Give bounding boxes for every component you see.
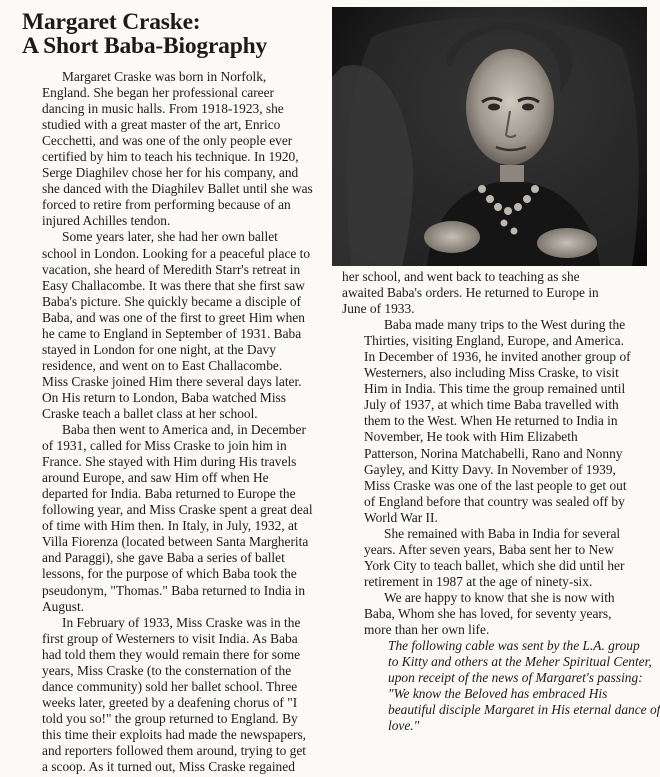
right-paragraph-4 xyxy=(342,590,646,638)
title-line-2: A Short Baba-Biography xyxy=(22,33,268,59)
text-line: following year, and Miss Craske spent a great deal xyxy=(42,502,313,518)
text-line: Gayley, and Kitty Davy. In November of 1939, xyxy=(364,461,616,477)
text-line: Thirties, visiting England, Europe, and America. xyxy=(364,333,624,349)
text-line: residence, and went on to East Challacombe. xyxy=(42,357,283,373)
article-title xyxy=(22,10,322,58)
text-line: August. xyxy=(42,598,85,614)
text-line: Easy Challacombe. It was there that she first saw xyxy=(42,277,305,293)
text-line: On His return to London, Baba watched Miss xyxy=(42,389,286,405)
text-line: July of 1937, at which time Baba travelled with xyxy=(364,397,619,413)
text-line: Craske teach a ballet class at her school. xyxy=(42,405,258,421)
left-column xyxy=(20,69,320,775)
text-line: stayed in London for one night, at the Davy xyxy=(42,341,276,357)
text-line: a scoop. As it turned out, Miss Craske regained xyxy=(42,759,295,775)
text-line: pseudonym, "Thomas." Baba returned to India in xyxy=(42,582,306,598)
portrait-photo-image xyxy=(332,7,647,266)
text-line: "We know the Beloved has embraced His xyxy=(388,686,608,702)
text-line: lessons, for the purpose of which Baba took the xyxy=(42,566,297,582)
left-paragraph-2 xyxy=(20,229,320,422)
text-line: Baba, and was one of the first to greet Him when xyxy=(42,309,305,325)
text-line: Some years later, she had her own ballet xyxy=(62,229,278,245)
text-line: Miss Craske joined Him there several days later. xyxy=(42,373,302,389)
text-line: studied with a great master of the art, Enrico xyxy=(42,117,281,133)
text-line: November, He took with Him Elizabeth xyxy=(364,429,578,445)
text-line: Baba's picture. She quickly became a disciple of xyxy=(42,293,301,309)
text-line: Baba then went to America and, in December xyxy=(62,422,306,438)
memorial-cable xyxy=(342,638,660,734)
right-paragraph-2 xyxy=(342,317,646,526)
text-line: of England before that country was sealed off by xyxy=(364,493,625,509)
text-line: Miss Craske was one of the last people to get out xyxy=(364,477,627,493)
text-line: upon receipt of the news of Margaret's passing: xyxy=(388,670,643,686)
text-line: had told them they would remain there for some xyxy=(42,646,301,662)
text-line: of 1931, called for Miss Craske to join him in xyxy=(42,438,287,454)
left-paragraph-1 xyxy=(20,69,320,229)
title-line-1: Margaret Craske: xyxy=(22,9,201,35)
text-line: York City to teach ballet, which she did until her xyxy=(364,557,625,573)
text-line: dance community) sold her ballet school. Three xyxy=(42,678,298,694)
text-line: In December of 1936, he invited another group of xyxy=(364,349,631,365)
text-line: years. After seven years, Baba sent her to New xyxy=(364,541,614,557)
text-line: them to the West. When He returned to India in xyxy=(364,413,618,429)
text-line: Baba, Whom she has loved, for seventy years, xyxy=(364,605,612,621)
text-line: In February of 1933, Miss Craske was in the xyxy=(62,614,301,630)
text-line: We are happy to know that she is now with xyxy=(384,589,615,605)
text-line: of time with Him then. In Italy, in July, 1932, at xyxy=(42,518,298,534)
text-line: She remained with Baba in India for several xyxy=(384,525,621,541)
text-line: school in London. Looking for a peaceful place to xyxy=(42,245,311,261)
text-line: retirement in 1987 at the age of ninety-six. xyxy=(364,573,593,589)
text-line: World War II. xyxy=(364,509,438,525)
left-paragraph-4 xyxy=(20,615,320,775)
text-line: Him in India. This time the group remained until xyxy=(364,381,626,397)
text-line: England. She began her professional career xyxy=(42,85,275,101)
left-paragraph-3 xyxy=(20,422,320,615)
text-line: her school, and went back to teaching as she xyxy=(342,269,580,284)
text-line: Villa Fiorenza (located between Santa Margherita xyxy=(42,534,309,550)
text-line: to Kitty and others at the Meher Spiritual Center, xyxy=(388,654,652,670)
text-line: vacation, she heard of Meredith Starr's retreat in xyxy=(42,261,301,277)
text-line: Serge Diaghilev chose her for his company, and xyxy=(42,165,299,181)
text-line: this time their exploits had made the newspapers, xyxy=(42,726,307,742)
text-line: injured Achilles tendon. xyxy=(42,213,171,229)
text-line: Westerners, also including Miss Craske, to visit xyxy=(364,365,619,381)
text-line: weeks later, greeted by a deafening chorus of "I xyxy=(42,694,298,710)
portrait-photo xyxy=(332,7,647,266)
right-paragraph-1 xyxy=(342,269,646,317)
text-line: dancing in music halls. From 1918-1923, she xyxy=(42,101,284,117)
text-line: around Europe, and saw Him off when He xyxy=(42,470,269,486)
text-line: first group of Westerners to visit India. As Baba xyxy=(42,630,298,646)
text-line: Margaret Craske was born in Norfolk, xyxy=(62,69,267,84)
text-line: more than her own life. xyxy=(364,622,490,638)
text-line: love." xyxy=(388,718,420,734)
text-line: she danced with the Diaghilev Ballet until she was xyxy=(42,181,313,197)
text-line: he came to England in September of 1931. Baba xyxy=(42,325,302,341)
text-line: departed for India. Baba returned to Europe the xyxy=(42,486,296,502)
right-paragraph-3 xyxy=(342,526,646,590)
text-line: years, Miss Craske (to the consternation of the xyxy=(42,662,292,678)
text-line: Baba made many trips to the West during the xyxy=(384,317,626,333)
right-column xyxy=(342,269,660,734)
text-line: Cecchetti, and was one of the only people ever xyxy=(42,133,293,149)
text-line: certified by him to teach his technique. In 1920, xyxy=(42,149,299,165)
text-line: June of 1933. xyxy=(342,301,415,317)
text-line: forced to retire from performing because of an xyxy=(42,197,291,213)
text-line: and reporters followed them around, trying to get xyxy=(42,742,307,758)
text-line: and Paraggi), she gave Baba a series of ballet xyxy=(42,550,285,566)
text-line: told you so!" the group returned to England. By xyxy=(42,710,298,726)
text-line: beautiful disciple Margaret in His eternal dance of xyxy=(388,702,660,718)
text-line: Patterson, Norina Matchabelli, Rano and Nonny xyxy=(364,445,623,461)
text-line: France. She stayed with Him during His travels xyxy=(42,454,297,470)
text-line: The following cable was sent by the L.A. group xyxy=(388,638,640,654)
text-line: awaited Baba's orders. He returned to Europe in xyxy=(342,285,599,301)
